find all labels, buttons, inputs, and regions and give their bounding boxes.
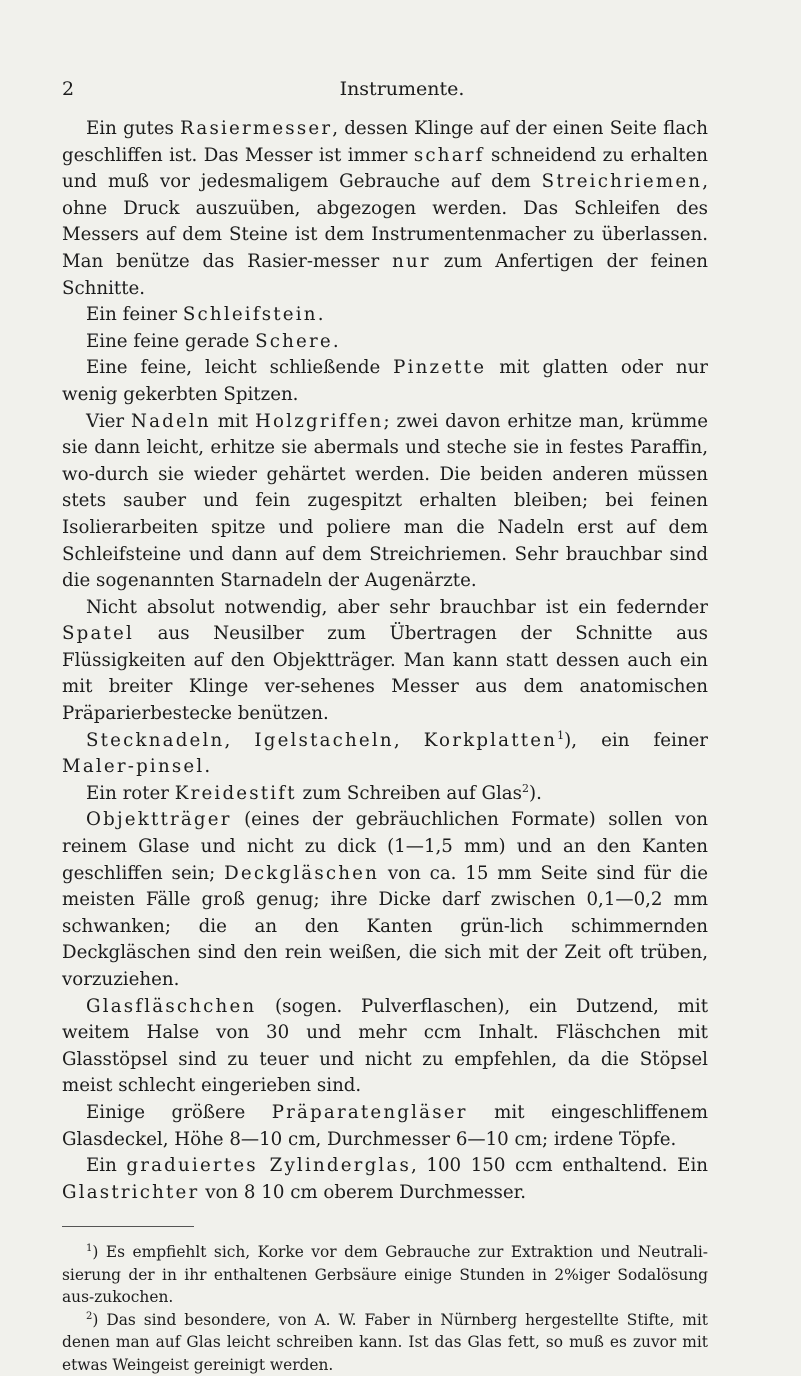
paragraph-praeparatenglaeser: Einige größere Präparatengläser mit eingeschliffenem Glasdeckel, Höhe 8—10 cm, Durchmesser 6—10 cm; irdene Töpfe. bbox=[62, 1101, 708, 1150]
spaced-term: Deckgläschen bbox=[224, 862, 380, 884]
spaced-term: Maler-pinsel bbox=[62, 756, 205, 778]
spaced-term: Schleifstein bbox=[182, 304, 318, 326]
spaced-term: Glastrichter bbox=[62, 1181, 200, 1203]
footnote-1: $^1$) Es empfiehlt sich, Korke vor dem Gebrauche zur Extraktion und Neutrali-sierung der in ihr enthaltenen Gerbsäure einige Stunden in 2%iger Sodalösung aus-zukochen. bbox=[62, 1243, 708, 1307]
paragraph-glasflaeschchen: Glasfläschchen (sogen. Pulverflaschen), ein Dutzend, mit weitem Halse von 30 und mehr ccm Inhalt. Fläschchen mit Glasstöpsel sind zu teuer und nicht zu empfehlen, da die Stöpsel meist schlecht eingerieben sind. bbox=[62, 995, 708, 1097]
spaced-term: Kreidestift bbox=[174, 782, 297, 804]
spaced-term: Holzgriffen bbox=[254, 410, 384, 432]
footnote-2: $^2$) Das sind besondere, von A. W. Faber in Nürnberg hergestellte Stifte, mit denen man auf Glas leicht schreiben kann. Ist das Glas fett, so muß es zuvor mit etwas Weingeist gereinigt werden. bbox=[62, 1310, 708, 1374]
footnote-ref-1: 1 bbox=[557, 728, 565, 742]
spaced-term: Spatel bbox=[62, 623, 135, 645]
footnote-mark: 2 bbox=[86, 1310, 93, 1322]
footnote-mark: 1 bbox=[86, 1243, 93, 1255]
paragraph-objekttraeger: Objektträger (eines der gebräuchlichen Formate) sollen von reinem Glase und nicht zu dick (1—1,5 mm) und an den Kanten geschliffen sein; Deckgläschen von ca. 15 mm Seite sind für die meisten Fälle groß genug; ihre Dicke darf zwischen 0,1—0,2 mm schwanken; die an den Kanten grün-lich schimmernden Deckgläschen sind den rein weißen, die sich mit der Zeit oft trüben, vorzuziehen. bbox=[62, 809, 708, 990]
paragraph-nadeln: Vier Nadeln mit Holzgriffen; zwei davon erhitze man, krümme sie dann leicht, erhitze sie abermals und steche sie in festes Paraffin, wo-durch sie wieder gehärtet werden. Die beiden anderen müssen stets sauber und fein zugespitzt erhalten bleiben; bei feinen Isolierarbeiten spitze und poliere man die Nadeln erst auf dem Schleifsteine und dann auf dem Streichriemen. Sehr brauchbar sind die sogenannten Starnadeln der Augenärzte. bbox=[62, 410, 708, 592]
footnote-divider bbox=[62, 1226, 194, 1227]
spaced-term: Glasfläschchen bbox=[86, 995, 257, 1017]
paragraph-zylinderglas: Ein graduiertes Zylinderglas, 100 150 ccm enthaltend. Ein Glastrichter von 8 10 cm oberem Durchmesser. bbox=[62, 1155, 708, 1203]
paragraph-schere: Eine feine gerade Schere. bbox=[86, 330, 339, 352]
spaced-term: Igelstacheln bbox=[254, 729, 394, 751]
running-title: Instrumente. bbox=[339, 78, 465, 100]
spaced-term: Präparatengläser bbox=[271, 1101, 468, 1123]
spaced-term: Rasiermesser bbox=[180, 118, 333, 139]
spaced-term: Schere bbox=[255, 330, 333, 352]
paragraph-spatel: Nicht absolut notwendig, aber sehr brauchbar ist ein federnder Spatel aus Neusilber zum Übertragen der Schnitte aus Flüssigkeiten auf den Objektträger. Man kann statt dessen auch ein mit breiter Klinge ver-sehenes Messer aus dem anatomischen Präparierbestecke benützen. bbox=[62, 596, 708, 725]
page-number: 2 bbox=[62, 78, 75, 100]
paragraph-rasiermesser: Ein gutes Rasiermesser, dessen Klinge auf der einen Seite flach geschliffen ist. Das Messer ist immer scharf schneidend zu erhalten und muß vor jedesmaligem Gebrauche auf dem Streichriemen, ohne Druck auszuüben, abgezogen werden. Das Schleifen des Messers auf dem Steine ist dem Instrumentenmacher zu überlassen. Man benütze das Rasier-messer nur zum Anfertigen der feinen Schnitte. bbox=[62, 118, 709, 299]
spaced-term: graduiertes Zylinderglas bbox=[126, 1155, 412, 1177]
footnotes bbox=[62, 1241, 708, 1376]
spaced-term: Nadeln bbox=[130, 410, 211, 432]
spaced-term: Korkplatten bbox=[423, 729, 558, 751]
spaced-term: scharf bbox=[413, 144, 485, 166]
spaced-term: nur bbox=[392, 250, 431, 272]
paragraph-kreidestift: Ein roter Kreidestift zum Schreiben auf Glas$^2$). bbox=[86, 781, 542, 804]
body-text bbox=[62, 116, 708, 1376]
paragraph-schleifstein: Ein feiner Schleifstein. bbox=[86, 304, 324, 326]
page-header bbox=[62, 78, 742, 106]
paragraph-pinzette: Eine feine, leicht schließende Pinzette mit glatten oder nur wenig gekerbten Spitzen. bbox=[62, 357, 708, 405]
spaced-term: Streichriemen bbox=[541, 171, 703, 193]
spaced-term: Objektträger bbox=[86, 809, 232, 831]
spaced-term: Stecknadeln bbox=[86, 729, 225, 751]
footnote-ref-2: 2 bbox=[521, 781, 529, 795]
paragraph-stecknadeln: Stecknadeln, Igelstacheln, Korkplatten$^1$), ein feiner Maler-pinsel. bbox=[62, 728, 708, 778]
spaced-term: Pinzette bbox=[393, 357, 487, 379]
